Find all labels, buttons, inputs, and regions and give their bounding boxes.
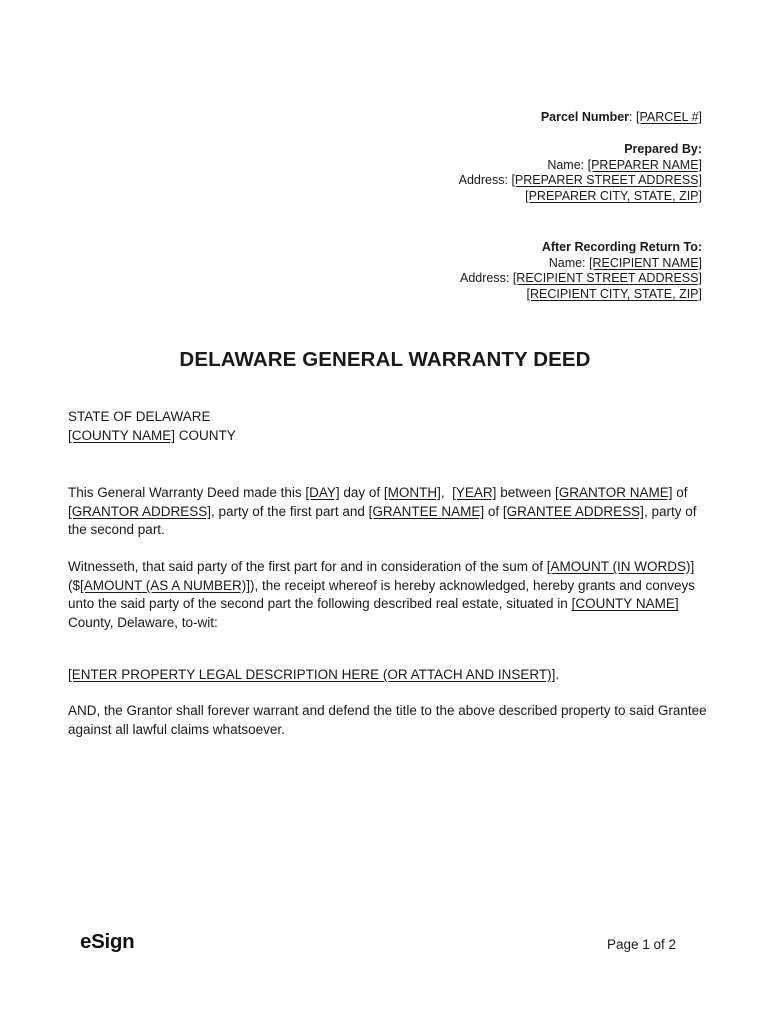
para2-text: Witnesseth, that said party of the first part for and in consideration of the sum of <box>68 559 547 574</box>
amount-number-field[interactable]: [AMOUNT (AS A NUMBER)] <box>80 577 251 593</box>
amount-words-field[interactable]: [AMOUNT (IN WORDS)] <box>546 559 695 574</box>
county-suffix: COUNTY <box>175 427 236 443</box>
recipient-name-line <box>460 256 702 272</box>
recipient-address-label: Address: <box>460 271 513 285</box>
grantee-name-field[interactable]: [GRANTEE NAME] <box>368 503 485 519</box>
parcel-number-block <box>541 110 702 126</box>
month-field[interactable]: [MONTH] <box>383 485 441 500</box>
para2-text: ($ <box>68 577 81 593</box>
para1-text: , party of the second part. <box>68 503 697 538</box>
para2-text: County, Delaware, to-wit: <box>68 615 218 631</box>
state-line: STATE OF DELAWARE <box>68 409 211 424</box>
page-number: Page 1 of 2 <box>606 937 676 952</box>
preparer-address-label: Address: <box>458 173 512 187</box>
recipient-name-label: Name: <box>548 255 590 270</box>
county-line <box>68 427 708 446</box>
preparer-name-line <box>459 158 702 174</box>
parcel-number-field[interactable]: [PARCEL #] <box>636 110 702 124</box>
para1-text: This General Warranty Deed made this <box>68 485 306 500</box>
state-county-block <box>68 408 708 445</box>
grantor-name-field[interactable]: [GRANTOR NAME] <box>554 485 673 500</box>
preparer-name-field[interactable]: [PREPARER NAME] <box>587 157 702 172</box>
para1-text: of <box>672 485 688 500</box>
recipient-address-line <box>460 271 702 287</box>
county-name-field[interactable]: [COUNTY NAME] <box>68 427 176 443</box>
parcel-number-sep: : <box>629 110 636 124</box>
grantee-address-field[interactable]: [GRANTEE ADDRESS] <box>502 503 644 519</box>
esign-logo: eSign <box>80 930 135 953</box>
para1-text: between <box>496 485 555 500</box>
preparer-city-field[interactable]: [PREPARER CITY, STATE, ZIP] <box>525 188 702 203</box>
county-name-field-2[interactable]: [COUNTY NAME] <box>571 596 679 612</box>
document-title: DELAWARE GENERAL WARRANTY DEED <box>179 348 591 371</box>
year-field[interactable]: [YEAR] <box>452 485 497 500</box>
return-to-heading: After Recording Return To: <box>541 240 702 254</box>
preparer-address-line <box>459 173 702 189</box>
legal-description-line <box>68 666 708 685</box>
recipient-street-field[interactable]: [RECIPIENT STREET ADDRESS] <box>512 271 702 285</box>
para1-text: of <box>484 503 503 519</box>
warranty-paragraph: AND, the Grantor shall forever warrant and defend the title to the above described property to said Grantee against all lawful claims whatsoever. <box>68 703 707 737</box>
grantor-address-field[interactable]: [GRANTOR ADDRESS] <box>68 503 212 519</box>
recipient-city-field[interactable]: [RECIPIENT CITY, STATE, ZIP] <box>526 286 702 301</box>
parcel-number-label: Parcel Number <box>540 110 630 124</box>
deed-parties-paragraph <box>68 484 708 540</box>
para1-text: day of <box>339 485 384 500</box>
preparer-street-field[interactable]: [PREPARER STREET ADDRESS] <box>511 173 702 187</box>
prepared-by-block <box>459 142 702 204</box>
preparer-name-label: Name: <box>547 157 588 172</box>
para2-text: ), the receipt whereof is hereby acknowledged, hereby grants and conveys unto the said party of the second part the following described real estate, situated in <box>68 577 696 612</box>
consideration-paragraph <box>68 558 708 633</box>
day-field[interactable]: [DAY] <box>305 485 340 500</box>
para1-text: , <box>440 485 453 500</box>
preparer-city-line <box>459 189 702 205</box>
legal-description-suffix: . <box>555 667 560 682</box>
prepared-by-heading: Prepared By: <box>624 142 702 156</box>
recipient-city-line <box>460 287 702 303</box>
para1-text: , party of the first part and <box>211 503 369 519</box>
recipient-name-field[interactable]: [RECIPIENT NAME] <box>589 255 702 270</box>
legal-description-field[interactable]: [ENTER PROPERTY LEGAL DESCRIPTION HERE (OR ATTACH AND INSERT)] <box>68 667 556 682</box>
return-to-block <box>460 240 702 302</box>
